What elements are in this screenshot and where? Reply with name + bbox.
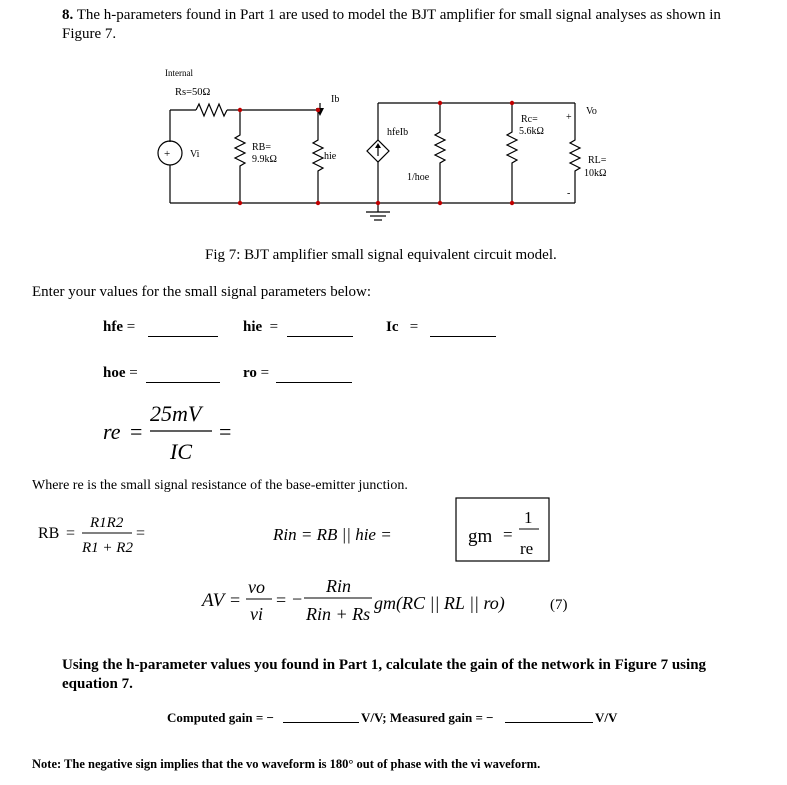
rc-label-2: 5.6kΩ xyxy=(519,126,544,137)
rb-numerator: R1R2 xyxy=(90,515,124,531)
re-lhs: re xyxy=(103,419,121,444)
gm-numerator: 1 xyxy=(524,508,533,527)
circuit-diagram xyxy=(0,0,787,245)
re-formula xyxy=(100,395,250,470)
re-equals-2: = xyxy=(219,419,232,444)
rb-formula xyxy=(30,505,160,565)
rs-resistor xyxy=(196,104,227,116)
hfe-input[interactable] xyxy=(148,336,218,337)
plus-minus-label: + xyxy=(164,148,171,160)
ro-label: ro = xyxy=(243,365,270,381)
equation-number: (7) xyxy=(550,597,568,613)
rb-label-2: 9.9kΩ xyxy=(252,154,277,165)
where-text: Where re is the small signal resistance of the base-emitter junction. xyxy=(32,478,408,493)
hoe-input[interactable] xyxy=(146,382,220,383)
hoe-resistor xyxy=(435,103,445,203)
vo-label: Vo xyxy=(586,106,597,117)
av-tail: gm(RC || RL || ro) xyxy=(374,593,505,613)
hie-input[interactable] xyxy=(287,336,353,337)
ib-label: Ib xyxy=(331,94,340,105)
hie-label: hie = xyxy=(243,319,279,335)
hfe-ib-label: hfeIb xyxy=(387,127,409,138)
rl-label-1: RL= xyxy=(588,155,607,166)
ic-label: Ic = xyxy=(386,319,419,335)
rb-label-1: RB= xyxy=(252,142,271,153)
rl-label-2: 10kΩ xyxy=(584,168,607,179)
av-vo: vo xyxy=(248,577,265,597)
figure-caption: Fig 7: BJT amplifier small signal equivalent circuit model. xyxy=(205,247,557,263)
enter-values-prompt: Enter your values for the small signal parameters below: xyxy=(32,284,372,300)
rb-formula-lhs: RB xyxy=(38,525,60,542)
svg-text:=: = xyxy=(276,590,287,610)
svg-text:=: = xyxy=(136,525,146,542)
re-equals: = xyxy=(130,419,143,444)
av-rin-den: Rin + Rs xyxy=(306,604,371,624)
vi-label: Vi xyxy=(190,149,200,160)
current-arrow-icon xyxy=(375,143,381,148)
hie-label: hie xyxy=(324,151,337,162)
re-denominator: IC xyxy=(170,439,192,464)
gain-unit: V/V xyxy=(595,710,618,725)
internal-label: Internal xyxy=(165,68,193,78)
ic-input[interactable] xyxy=(430,336,496,337)
av-lhs: AV xyxy=(202,590,225,611)
svg-text:=: = xyxy=(66,525,76,542)
note-text: Note: The negative sign implies that the vo waveform is 180° out of phase with the vi waveform. xyxy=(32,757,541,771)
question-number: 8. xyxy=(62,7,74,23)
av-formula xyxy=(200,568,585,638)
rin-expression: Rin = RB || hie = xyxy=(273,525,392,544)
rs-label: Rs=50Ω xyxy=(175,87,211,98)
rb-resistor xyxy=(235,110,245,203)
hoe-label: 1/hoe xyxy=(407,172,430,183)
measured-gain-input[interactable] xyxy=(505,722,593,723)
svg-text:=: = xyxy=(503,525,513,544)
svg-text:=: = xyxy=(230,590,241,610)
av-minus: − xyxy=(292,589,303,609)
vo-plus: + xyxy=(566,112,572,123)
ro-input[interactable] xyxy=(276,382,352,383)
computed-gain-label: Computed gain = − xyxy=(167,710,274,725)
vo-minus: - xyxy=(567,188,571,199)
rc-label-1: Rc= xyxy=(521,114,538,125)
gm-formula xyxy=(455,497,555,567)
computed-gain-input[interactable] xyxy=(283,722,359,723)
rb-denominator: R1 + R2 xyxy=(82,540,133,556)
gm-denominator: re xyxy=(520,539,534,558)
re-numerator: 25mV xyxy=(150,401,202,426)
measured-gain-label: V/V; Measured gain = − xyxy=(361,710,494,725)
instruction-text: Using the h-parameter values you found in Part 1, calculate the gain of the network in Figure 7 using equation 7. xyxy=(62,657,707,692)
rl-resistor xyxy=(570,125,580,185)
gm-lhs: gm xyxy=(468,526,493,547)
hoe-label: hoe = xyxy=(103,365,138,381)
rin-formula xyxy=(265,520,405,550)
av-vi: vi xyxy=(250,604,263,624)
hfe-label: hfe = xyxy=(103,319,136,335)
av-rin-num: Rin xyxy=(326,576,351,596)
hie-resistor xyxy=(313,110,323,203)
rc-resistor xyxy=(507,103,517,203)
question-body: The h-parameters found in Part 1 are used to model the BJT amplifier for small signal analyses as shown in Figure 7. xyxy=(62,7,721,42)
